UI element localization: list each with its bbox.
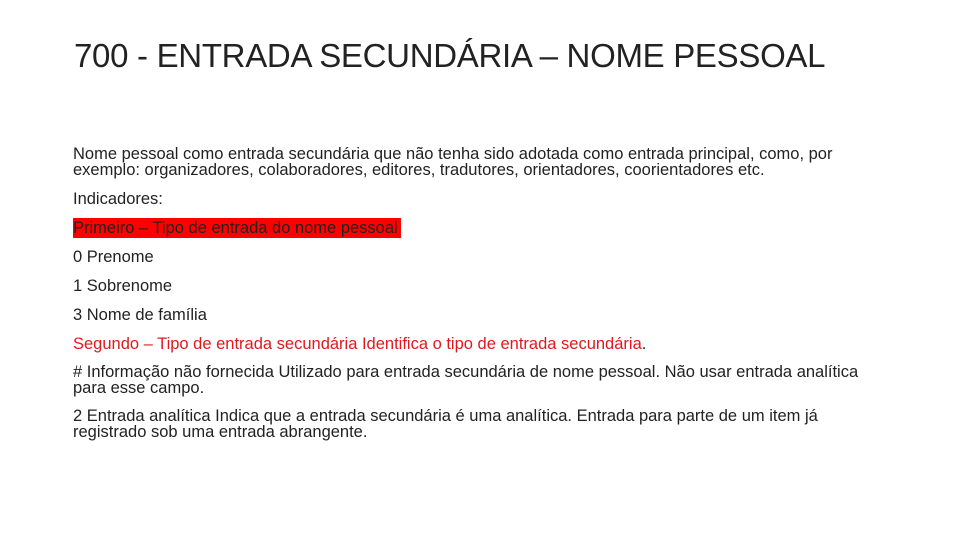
- paragraph-indicadores: Indicadores:: [73, 190, 163, 208]
- highlighted-primeiro: Primeiro – Tipo de entrada do nome pessoal: [73, 218, 401, 238]
- segundo-red-text: Segundo – Tipo de entrada secundária Identifica o tipo de entrada secundária: [73, 335, 642, 353]
- paragraph-info: # Informação não fornecida Utilizado para entrada secundária de nome pessoal. Não usar entrada analítica para esse campo.: [73, 363, 859, 397]
- paragraph-sobrenome: 1 Sobrenome: [73, 277, 173, 295]
- paragraph-familia: 3 Nome de família: [73, 306, 207, 324]
- paragraph-prenome: 0 Prenome: [73, 248, 154, 266]
- slide-body: [73, 146, 893, 452]
- paragraph-primeiro: [73, 219, 893, 238]
- paragraph-analitica: 2 Entrada analítica Indica que a entrada secundária é uma analítica. Entrada para parte de um item já registrado sob uma entrada abrangente.: [73, 407, 818, 441]
- paragraph-segundo: [73, 335, 893, 354]
- paragraph-intro: Nome pessoal como entrada secundária que não tenha sido adotada como entrada principal, como, por exemplo: organizadores, colaboradores, editores, tradutores, orientadores, coorientadores etc.: [73, 145, 833, 179]
- segundo-period: .: [641, 335, 647, 353]
- slide-title: 700 - ENTRADA SECUNDÁRIA – NOME PESSOAL: [74, 37, 826, 74]
